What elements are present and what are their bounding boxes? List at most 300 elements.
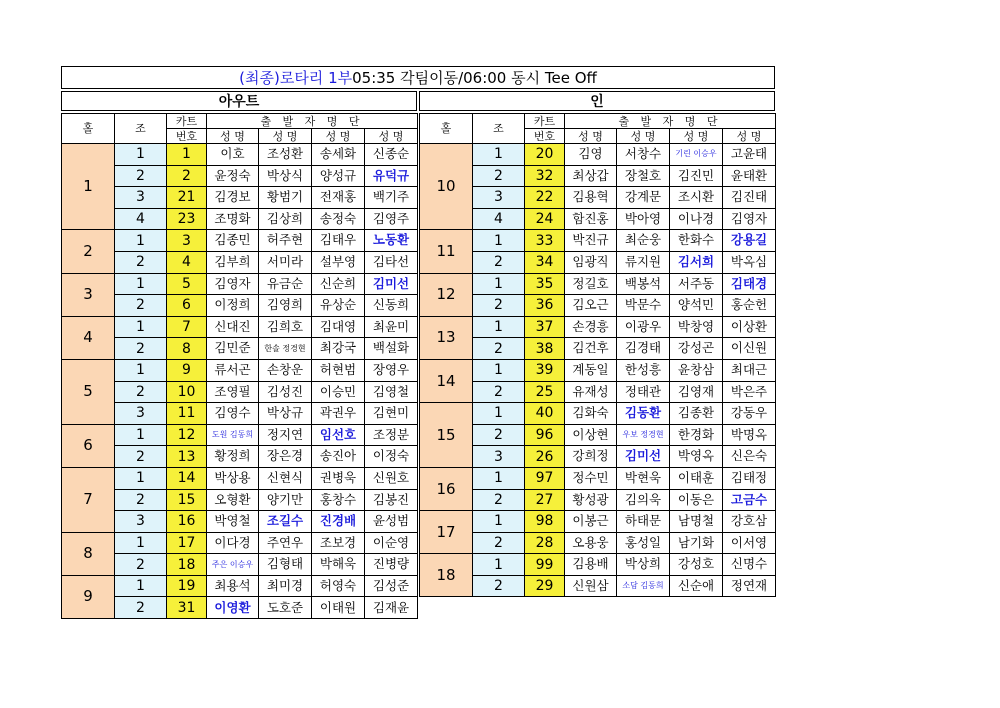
player-name: 박해욱: [312, 554, 365, 576]
player-name: 박상용: [207, 467, 259, 489]
player-name: 강용길: [723, 230, 776, 252]
cart-number: 20: [525, 144, 565, 166]
group-number: 1: [115, 467, 167, 489]
player-name: 허현범: [312, 359, 365, 381]
player-name: 우보 정경현: [617, 424, 670, 446]
player-name: 황정희: [207, 446, 259, 468]
cart-number: 23: [167, 208, 207, 230]
header-row: [62, 114, 418, 129]
player-name: 장은경: [259, 446, 312, 468]
player-name: 계동일: [565, 359, 617, 381]
player-name: 신종순: [365, 144, 418, 166]
cart-number: 25: [525, 381, 565, 403]
name-header: 성 명: [565, 129, 617, 144]
cart-header-top: 카트: [167, 114, 207, 129]
cart-number: 3: [167, 230, 207, 252]
table-row: [420, 144, 776, 166]
player-name: 송진아: [312, 446, 365, 468]
cart-number: 7: [167, 316, 207, 338]
player-name: 이호: [207, 144, 259, 166]
group-number: 1: [473, 316, 525, 338]
player-name: 김대영: [312, 316, 365, 338]
player-name: 김용배: [565, 554, 617, 576]
player-name: 유상순: [312, 295, 365, 317]
player-name: 주은 이승우: [207, 554, 259, 576]
table-row: [62, 251, 418, 273]
player-name: 이영환: [207, 597, 259, 619]
table-row: [62, 446, 418, 468]
cart-number: 96: [525, 424, 565, 446]
hole-number: 11: [420, 230, 473, 273]
name-header: 성 명: [312, 129, 365, 144]
group-number: 2: [115, 554, 167, 576]
player-name: 한솔 정경현: [259, 338, 312, 360]
table-row: [62, 381, 418, 403]
player-name: 박진규: [565, 230, 617, 252]
table-row: [420, 554, 776, 576]
player-name: 강호삼: [723, 511, 776, 533]
hole-number: 17: [420, 511, 473, 554]
table-row: [62, 230, 418, 252]
player-name: 최순웅: [617, 230, 670, 252]
table-row: [420, 359, 776, 381]
player-name: 한화수: [670, 230, 723, 252]
player-name: 곽권우: [312, 403, 365, 425]
group-number: 2: [115, 295, 167, 317]
cart-header-top: 카트: [525, 114, 565, 129]
player-name: 윤창삼: [670, 359, 723, 381]
player-name: 박은주: [723, 381, 776, 403]
table-row: [62, 208, 418, 230]
player-name: 신명수: [723, 554, 776, 576]
table-row: [420, 230, 776, 252]
group-number: 2: [473, 532, 525, 554]
cart-number: 99: [525, 554, 565, 576]
player-name: 허영숙: [312, 575, 365, 597]
group-number: 1: [473, 230, 525, 252]
table-row: [420, 165, 776, 187]
group-number: 2: [473, 381, 525, 403]
player-name: 김희호: [259, 316, 312, 338]
group-number: 1: [473, 144, 525, 166]
group-number: 2: [115, 446, 167, 468]
player-name: 송정숙: [312, 208, 365, 230]
player-name: 김진민: [670, 165, 723, 187]
table-row: [62, 144, 418, 166]
hole-number: 18: [420, 554, 473, 597]
cart-number: 36: [525, 295, 565, 317]
player-name: 김타선: [365, 251, 418, 273]
player-name: 강성곤: [670, 338, 723, 360]
table-row: [62, 532, 418, 554]
player-name: 이동은: [670, 489, 723, 511]
player-name: 이정희: [207, 295, 259, 317]
player-name: 박아영: [617, 208, 670, 230]
player-name: 노동환: [365, 230, 418, 252]
player-name: 장철호: [617, 165, 670, 187]
group-number: 2: [115, 489, 167, 511]
hole-number: 8: [62, 532, 115, 575]
player-name: 설부영: [312, 251, 365, 273]
cart-number: 33: [525, 230, 565, 252]
player-name: 신은숙: [723, 446, 776, 468]
cart-header-bottom: 번호: [167, 129, 207, 144]
hole-number: 13: [420, 316, 473, 359]
player-name: 이상환: [723, 316, 776, 338]
hole-number: 6: [62, 424, 115, 467]
group-number: 2: [115, 597, 167, 619]
player-name: 류지원: [617, 251, 670, 273]
player-name: 박영철: [207, 511, 259, 533]
player-name: 임광직: [565, 251, 617, 273]
player-name: 김봉진: [365, 489, 418, 511]
player-name: 김상희: [259, 208, 312, 230]
group-number: 1: [115, 230, 167, 252]
name-header: 성 명: [723, 129, 776, 144]
group-header: 조: [115, 114, 167, 144]
cart-number: 8: [167, 338, 207, 360]
cart-number: 13: [167, 446, 207, 468]
cart-number: 24: [525, 208, 565, 230]
player-name: 강성호: [670, 554, 723, 576]
table-row: [420, 273, 776, 295]
table-row: [62, 511, 418, 533]
player-name: 김건후: [565, 338, 617, 360]
hole-number: 14: [420, 359, 473, 402]
player-name: 김영수: [207, 403, 259, 425]
group-number: 3: [473, 446, 525, 468]
player-name: 한경화: [670, 424, 723, 446]
table-row: [62, 165, 418, 187]
player-name: 백기주: [365, 187, 418, 209]
hole-number: 5: [62, 359, 115, 424]
table-row: [62, 359, 418, 381]
player-name: 신동희: [365, 295, 418, 317]
player-name: 서주동: [670, 273, 723, 295]
cart-number: 18: [167, 554, 207, 576]
group-number: 1: [115, 316, 167, 338]
player-name: 홍창수: [312, 489, 365, 511]
group-number: 1: [473, 359, 525, 381]
group-number: 4: [473, 208, 525, 230]
group-header: 조: [473, 114, 525, 144]
player-name: 남기화: [670, 532, 723, 554]
player-name: 강동우: [723, 403, 776, 425]
hole-header: 홀: [62, 114, 115, 144]
player-name: 허주현: [259, 230, 312, 252]
cart-number: 4: [167, 251, 207, 273]
table-row: [62, 489, 418, 511]
group-number: 2: [473, 295, 525, 317]
title-highlight: (최종)로타리 1부: [239, 69, 353, 87]
cart-number: 12: [167, 424, 207, 446]
cart-number: 6: [167, 295, 207, 317]
player-name: 김성준: [365, 575, 418, 597]
hole-number: 3: [62, 273, 115, 316]
player-name: 신원호: [365, 467, 418, 489]
player-name: 진병량: [365, 554, 418, 576]
table-row: [420, 403, 776, 425]
table-row: [62, 575, 418, 597]
tee-sheet: [61, 66, 775, 640]
table-row: [62, 467, 418, 489]
player-name: 김영: [565, 144, 617, 166]
player-name: 김종민: [207, 230, 259, 252]
player-name: 도호준: [259, 597, 312, 619]
group-number: 1: [473, 273, 525, 295]
player-name: 송세화: [312, 144, 365, 166]
group-number: 3: [115, 187, 167, 209]
player-name: 박상식: [259, 165, 312, 187]
player-name: 임선호: [312, 424, 365, 446]
table-row: [420, 316, 776, 338]
cart-number: 39: [525, 359, 565, 381]
player-name: 양석민: [670, 295, 723, 317]
cart-number: 37: [525, 316, 565, 338]
group-number: 1: [473, 554, 525, 576]
cart-number: 34: [525, 251, 565, 273]
player-name: 김서희: [670, 251, 723, 273]
out-course-table: [61, 113, 418, 619]
player-name: 양성규: [312, 165, 365, 187]
hole-number: 1: [62, 144, 115, 230]
player-name: 박상희: [617, 554, 670, 576]
player-name: 김경보: [207, 187, 259, 209]
player-name: 진경배: [312, 511, 365, 533]
player-name: 주연우: [259, 532, 312, 554]
player-name: 강계문: [617, 187, 670, 209]
table-row: [62, 295, 418, 317]
player-name: 박명옥: [723, 424, 776, 446]
cart-number: 19: [167, 575, 207, 597]
table-row: [62, 424, 418, 446]
table-row: [420, 467, 776, 489]
player-name: 신순애: [670, 575, 723, 597]
player-name: 황범기: [259, 187, 312, 209]
cart-number: 35: [525, 273, 565, 295]
player-name: 김의욱: [617, 489, 670, 511]
player-name: 전재홍: [312, 187, 365, 209]
player-name: 김영자: [207, 273, 259, 295]
cart-number: 22: [525, 187, 565, 209]
player-name: 최용석: [207, 575, 259, 597]
group-number: 1: [473, 467, 525, 489]
group-number: 2: [115, 251, 167, 273]
table-row: [62, 554, 418, 576]
player-name: 이신원: [723, 338, 776, 360]
player-name: 이태원: [312, 597, 365, 619]
group-number: 2: [473, 424, 525, 446]
group-number: 1: [115, 424, 167, 446]
title-rest: 05:35 각팀이동/06:00 동시 Tee Off: [352, 69, 597, 87]
table-row: [62, 597, 418, 619]
table-row: [420, 532, 776, 554]
player-name: 김오근: [565, 295, 617, 317]
player-name: 이봉근: [565, 511, 617, 533]
name-header: 성 명: [207, 129, 259, 144]
table-row: [62, 187, 418, 209]
cart-number: 31: [167, 597, 207, 619]
player-name: 박상규: [259, 403, 312, 425]
players-header: 출 발 자 명 단: [207, 114, 418, 129]
player-name: 김성진: [259, 381, 312, 403]
name-header: 성 명: [259, 129, 312, 144]
player-name: 박옥심: [723, 251, 776, 273]
player-name: 하태문: [617, 511, 670, 533]
cart-number: 9: [167, 359, 207, 381]
table-row: [420, 446, 776, 468]
group-number: 3: [115, 511, 167, 533]
name-header: 성 명: [670, 129, 723, 144]
group-number: 1: [115, 575, 167, 597]
table-row: [420, 338, 776, 360]
player-name: 한성흥: [617, 359, 670, 381]
player-name: 김영희: [259, 295, 312, 317]
player-name: 김재윤: [365, 597, 418, 619]
group-number: 3: [115, 403, 167, 425]
hole-number: 10: [420, 144, 473, 230]
player-name: 신현식: [259, 467, 312, 489]
hole-number: 12: [420, 273, 473, 316]
player-name: 최강국: [312, 338, 365, 360]
player-name: 손경흥: [565, 316, 617, 338]
group-number: 3: [473, 187, 525, 209]
player-name: 기린 이승우: [670, 144, 723, 166]
player-name: 김진태: [723, 187, 776, 209]
cart-number: 10: [167, 381, 207, 403]
player-name: 정길호: [565, 273, 617, 295]
cart-number: 15: [167, 489, 207, 511]
player-name: 김미선: [617, 446, 670, 468]
player-name: 조영필: [207, 381, 259, 403]
player-name: 김화숙: [565, 403, 617, 425]
table-row: [420, 424, 776, 446]
player-name: 고윤태: [723, 144, 776, 166]
player-name: 고금수: [723, 489, 776, 511]
player-name: 김경태: [617, 338, 670, 360]
table-row: [420, 208, 776, 230]
player-name: 류서곤: [207, 359, 259, 381]
cart-number: 17: [167, 532, 207, 554]
hole-number: 9: [62, 575, 115, 618]
player-name: 홍성일: [617, 532, 670, 554]
group-number: 1: [473, 511, 525, 533]
player-name: 김영철: [365, 381, 418, 403]
player-name: 장영우: [365, 359, 418, 381]
hole-number: 16: [420, 467, 473, 510]
group-number: 1: [473, 403, 525, 425]
player-name: 신원삼: [565, 575, 617, 597]
player-name: 이순영: [365, 532, 418, 554]
group-number: 2: [115, 381, 167, 403]
player-name: 김영자: [723, 208, 776, 230]
table-row: [420, 511, 776, 533]
player-name: 조성환: [259, 144, 312, 166]
player-name: 최상갑: [565, 165, 617, 187]
player-name: 김태우: [312, 230, 365, 252]
player-name: 윤정숙: [207, 165, 259, 187]
player-name: 김부희: [207, 251, 259, 273]
player-name: 서미라: [259, 251, 312, 273]
cart-number: 29: [525, 575, 565, 597]
group-number: 4: [115, 208, 167, 230]
player-name: 유재성: [565, 381, 617, 403]
player-name: 조명화: [207, 208, 259, 230]
player-name: 이승민: [312, 381, 365, 403]
hole-number: 7: [62, 467, 115, 532]
player-name: 정지연: [259, 424, 312, 446]
player-name: 유금순: [259, 273, 312, 295]
player-name: 강희정: [565, 446, 617, 468]
player-name: 신순희: [312, 273, 365, 295]
section-out-header: 아우트: [61, 91, 417, 111]
player-name: 이태훈: [670, 467, 723, 489]
group-number: 2: [473, 489, 525, 511]
cart-number: 2: [167, 165, 207, 187]
player-name: 정태관: [617, 381, 670, 403]
cart-number: 16: [167, 511, 207, 533]
name-header: 성 명: [617, 129, 670, 144]
player-name: 소담 김동희: [617, 575, 670, 597]
cart-number: 11: [167, 403, 207, 425]
cart-number: 98: [525, 511, 565, 533]
cart-number: 5: [167, 273, 207, 295]
table-row: [420, 295, 776, 317]
player-name: 백봉석: [617, 273, 670, 295]
group-number: 2: [473, 251, 525, 273]
player-name: 정연재: [723, 575, 776, 597]
cart-header-bottom: 번호: [525, 129, 565, 144]
player-name: 김종환: [670, 403, 723, 425]
player-name: 박현욱: [617, 467, 670, 489]
player-name: 신대진: [207, 316, 259, 338]
player-name: 황성광: [565, 489, 617, 511]
cart-number: 27: [525, 489, 565, 511]
header-row: [420, 114, 776, 129]
cart-number: 21: [167, 187, 207, 209]
hole-number: 2: [62, 230, 115, 273]
player-name: 김미선: [365, 273, 418, 295]
player-name: 남명철: [670, 511, 723, 533]
player-name: 조정분: [365, 424, 418, 446]
cart-number: 28: [525, 532, 565, 554]
player-name: 박창영: [670, 316, 723, 338]
player-name: 이정숙: [365, 446, 418, 468]
player-name: 윤태환: [723, 165, 776, 187]
hole-header: 홀: [420, 114, 473, 144]
player-name: 서창수: [617, 144, 670, 166]
section-in-header: 인: [419, 91, 775, 111]
player-name: 양기만: [259, 489, 312, 511]
player-name: 김동환: [617, 403, 670, 425]
hole-number: 15: [420, 403, 473, 468]
table-row: [62, 338, 418, 360]
player-name: 윤성범: [365, 511, 418, 533]
player-name: 조시환: [670, 187, 723, 209]
player-name: 손창운: [259, 359, 312, 381]
player-name: 김영주: [365, 208, 418, 230]
player-name: 김형태: [259, 554, 312, 576]
cart-number: 97: [525, 467, 565, 489]
cart-number: 14: [167, 467, 207, 489]
player-name: 홍순헌: [723, 295, 776, 317]
group-number: 1: [115, 144, 167, 166]
player-name: 박문수: [617, 295, 670, 317]
table-row: [62, 403, 418, 425]
player-name: 백설화: [365, 338, 418, 360]
player-name: 박영옥: [670, 446, 723, 468]
player-name: 김영재: [670, 381, 723, 403]
